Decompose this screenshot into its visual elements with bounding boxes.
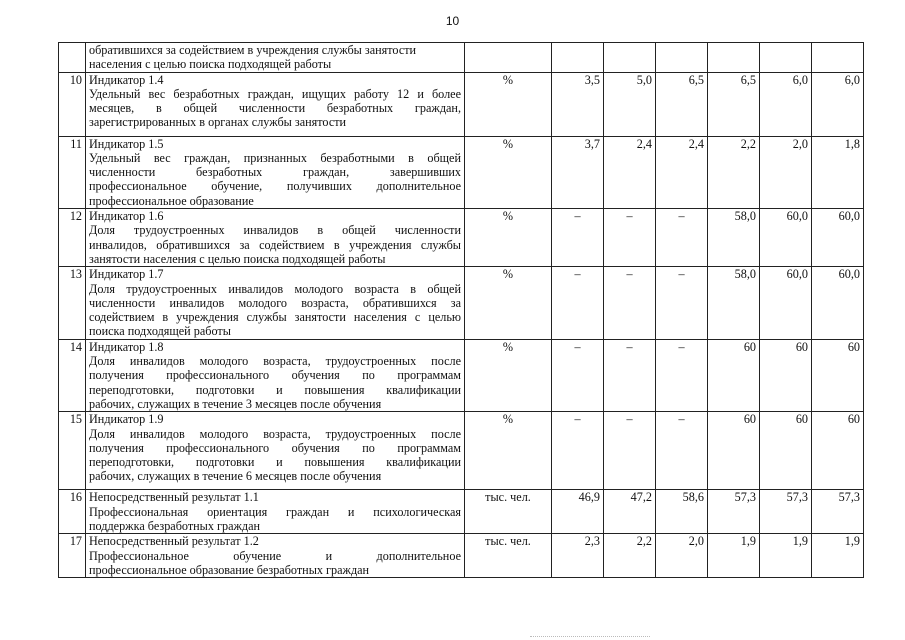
description-line: получения профессионального обучения по программам (89, 440, 461, 455)
value-cell: – (604, 412, 656, 490)
value-cell (552, 43, 604, 73)
description-line: месяцев, в общей численности безработных граждан, (89, 101, 461, 116)
value-cell: 60,0 (812, 267, 864, 339)
description-line: переподготовки, подготовки и повышения квалификации (89, 382, 461, 397)
value-cell: 1,8 (812, 136, 864, 208)
row-number: 11 (59, 136, 86, 208)
value-cell: – (552, 412, 604, 490)
value-cell: 57,3 (812, 490, 864, 534)
indicator-description (86, 136, 465, 208)
value-cell: – (552, 209, 604, 267)
description-line: поддержка безработных граждан (89, 518, 261, 533)
table-row (59, 72, 864, 136)
value-cell: 60,0 (760, 209, 812, 267)
indicator-description (86, 412, 465, 490)
table-row (59, 534, 864, 578)
description-line: Индикатор 1.6 (89, 209, 164, 224)
value-cell: 60 (708, 339, 760, 411)
description-line: получения профессионального обучения по программам (89, 368, 461, 383)
description-line: Индикатор 1.8 (89, 339, 164, 354)
value-cell: 3,5 (552, 72, 604, 136)
indicator-description (86, 209, 465, 267)
row-number: 16 (59, 490, 86, 534)
value-cell: 2,2 (604, 534, 656, 578)
description-line: Индикатор 1.5 (89, 136, 164, 151)
description-line: Индикатор 1.7 (89, 267, 164, 282)
page-number: 10 (445, 14, 460, 28)
unit-cell: % (465, 136, 552, 208)
value-cell (604, 43, 656, 73)
description-line: занятости населения с целью поиска подходящей работы (89, 251, 386, 266)
value-cell: 6,5 (708, 72, 760, 136)
table-row (59, 490, 864, 534)
description-line: содействием в учреждения службы занятости населения с целью (89, 310, 461, 325)
value-cell: – (604, 267, 656, 339)
description-line: численности инвалидов молодого возраста, обратившихся за (89, 295, 461, 310)
row-number (59, 43, 86, 73)
description-line: рабочих, служащих в течение 3 месяцев после обучения (89, 396, 382, 411)
description-line: Непосредственный результат 1.1 (89, 490, 259, 505)
description-line: Непосредственный результат 1.2 (89, 534, 259, 549)
value-cell: 2,2 (708, 136, 760, 208)
row-number: 17 (59, 534, 86, 578)
table-row (59, 136, 864, 208)
description-line: Доля трудоустроенных инвалидов в общей численности (89, 223, 461, 238)
description-line: численности безработных граждан, завершивших (89, 165, 461, 180)
description-line: Доля инвалидов молодого возраста, трудоустроенных после (89, 354, 461, 369)
value-cell: 60 (760, 412, 812, 490)
indicator-description (86, 339, 465, 411)
description-line: рабочих, служащих в течение 6 месяцев после обучения (89, 469, 382, 484)
row-number: 15 (59, 412, 86, 490)
value-cell: 60 (708, 412, 760, 490)
unit-cell: тыс. чел. (465, 490, 552, 534)
row-number: 12 (59, 209, 86, 267)
description-line: обратившихся за содействием в учреждения службы занятости (89, 43, 417, 57)
value-cell: 60,0 (812, 209, 864, 267)
description-line: Удельный вес безработных граждан, ищущих работу 12 и более (89, 86, 461, 101)
description-line: инвалидов, обратившихся за содействием в учреждения службы (89, 237, 461, 252)
description-line: профессиональное обучение, получивших дополнительное (89, 179, 461, 194)
value-cell: 2,4 (656, 136, 708, 208)
indicators-table (58, 42, 864, 578)
value-cell: 60 (760, 339, 812, 411)
unit-cell: % (465, 267, 552, 339)
value-cell: 47,2 (604, 490, 656, 534)
value-cell: 2,0 (760, 136, 812, 208)
value-cell: 2,0 (656, 534, 708, 578)
unit-cell: % (465, 339, 552, 411)
value-cell: 46,9 (552, 490, 604, 534)
description-line: поиска подходящей работы (89, 324, 231, 339)
description-line: профессиональное образование (89, 193, 254, 208)
description-line: населения с целью поиска подходящей работы (89, 57, 332, 72)
unit-cell: % (465, 209, 552, 267)
indicator-description (86, 72, 465, 136)
description-line: Индикатор 1.4 (89, 72, 164, 87)
value-cell: 58,6 (656, 490, 708, 534)
description-line: Доля инвалидов молодого возраста, трудоустроенных после (89, 426, 461, 441)
row-number: 13 (59, 267, 86, 339)
value-cell: 1,9 (760, 534, 812, 578)
indicator-description (86, 267, 465, 339)
value-cell: 60 (812, 412, 864, 490)
description-line: переподготовки, подготовки и повышения квалификации (89, 455, 461, 470)
value-cell (760, 43, 812, 73)
scan-artifact (530, 636, 650, 639)
value-cell: 58,0 (708, 267, 760, 339)
indicator-description (86, 43, 465, 73)
unit-cell: % (465, 72, 552, 136)
table-row (59, 339, 864, 411)
table-row (59, 43, 864, 73)
value-cell (812, 43, 864, 73)
value-cell: 58,0 (708, 209, 760, 267)
value-cell: – (656, 209, 708, 267)
unit-cell (465, 43, 552, 73)
value-cell: 6,5 (656, 72, 708, 136)
value-cell: – (604, 209, 656, 267)
description-line: Удельный вес граждан, признанных безработными в общей (89, 150, 461, 165)
value-cell: 1,9 (708, 534, 760, 578)
row-number: 10 (59, 72, 86, 136)
indicator-description (86, 534, 465, 578)
value-cell (656, 43, 708, 73)
indicator-description (86, 490, 465, 534)
value-cell: 60,0 (760, 267, 812, 339)
table-row (59, 267, 864, 339)
value-cell: 5,0 (604, 72, 656, 136)
value-cell: 57,3 (760, 490, 812, 534)
description-line: Доля трудоустроенных инвалидов молодого возраста в общей (89, 281, 461, 296)
value-cell: 57,3 (708, 490, 760, 534)
description-line: профессиональное образование безработных граждан (89, 562, 370, 577)
value-cell: 6,0 (812, 72, 864, 136)
value-cell: 3,7 (552, 136, 604, 208)
value-cell: – (656, 267, 708, 339)
value-cell: 6,0 (760, 72, 812, 136)
value-cell: 1,9 (812, 534, 864, 578)
unit-cell: % (465, 412, 552, 490)
table-row (59, 209, 864, 267)
table-row (59, 412, 864, 490)
value-cell: 60 (812, 339, 864, 411)
value-cell: – (656, 412, 708, 490)
value-cell: – (552, 339, 604, 411)
value-cell (708, 43, 760, 73)
value-cell: – (552, 267, 604, 339)
description-line: Индикатор 1.9 (89, 412, 164, 427)
value-cell: 2,3 (552, 534, 604, 578)
row-number: 14 (59, 339, 86, 411)
value-cell: – (604, 339, 656, 411)
value-cell: 2,4 (604, 136, 656, 208)
description-line: Профессиональное обучение и дополнительное (89, 548, 461, 563)
value-cell: – (656, 339, 708, 411)
description-line: зарегистрированных в органах службы занятости (89, 115, 347, 130)
description-line: Профессиональная ориентация граждан и психологическая (89, 504, 461, 519)
unit-cell: тыс. чел. (465, 534, 552, 578)
